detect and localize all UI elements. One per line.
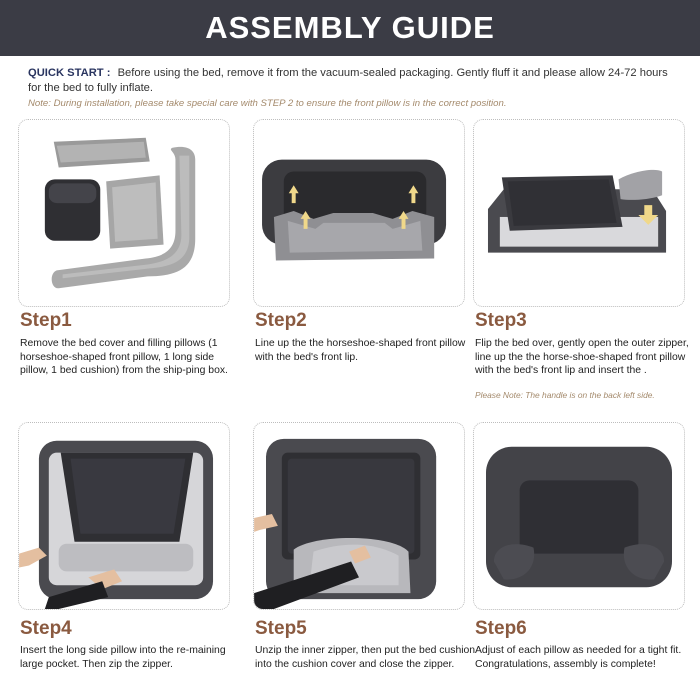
installation-note: Note: During installation, please take special care with STEP 2 to ensure the front pillow is in the correct position. (28, 98, 507, 109)
step6-title: Step6 (475, 618, 527, 639)
step3-image (473, 119, 685, 307)
step3-title: Step3 (475, 310, 527, 331)
step6-text: Adjust of each pillow as needed for a tight fit. Congratulations, assembly is complete! (475, 645, 682, 670)
step4-image (18, 422, 230, 610)
header-banner (0, 0, 700, 56)
step3-note: Please Note: The handle is on the back left side. (475, 390, 655, 400)
step5-image (253, 422, 465, 610)
step5-text: Unzip the inner zipper, then put the bed cushion into the cushion cover and close the zipper. (255, 645, 476, 670)
step1-title: Step1 (20, 310, 72, 331)
quick-start-text: Before using the bed, remove it from the vacuum-sealed packaging. Gently fluff it and please allow 24-72 hours for the bed to fully inflate. (28, 67, 668, 94)
quick-start-label: QUICK START : (28, 67, 111, 79)
step2-image (253, 119, 465, 307)
step3-text: Flip the bed over, gently open the outer zipper, line up the the horse-shoe-shaped front pillow with the bed's front lip and insert the . (475, 338, 689, 377)
step6-image (473, 422, 685, 610)
step1-image (18, 119, 230, 307)
step4-text: Insert the long side pillow into the re-maining large pocket. Then zip the zipper. (20, 645, 226, 670)
step1-text: Remove the bed cover and filling pillows (1 horseshoe-shaped front pillow, 1 long side pillow, 1 bed cushion) from the ship-ping box. (20, 338, 228, 377)
step4-title: Step4 (20, 618, 72, 639)
quick-start (28, 66, 678, 96)
step2-text: Line up the the horseshoe-shaped front pillow with the bed's front lip. (255, 338, 466, 363)
page-title: ASSEMBLY GUIDE (205, 10, 495, 45)
step5-title: Step5 (255, 618, 307, 639)
step2-title: Step2 (255, 310, 307, 331)
